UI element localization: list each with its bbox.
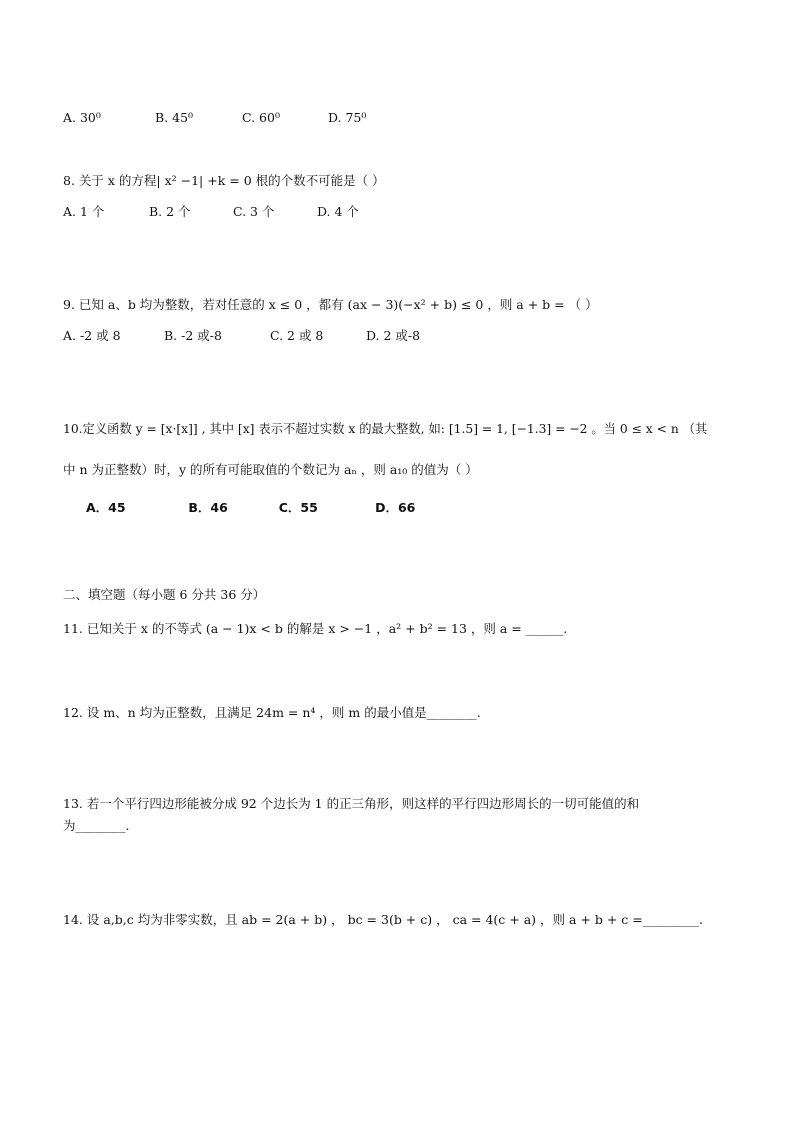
q7-option-a: A. 30⁰ bbox=[63, 110, 101, 125]
q10-stem-line2: 中 n 为正整数）时，y 的所有可能取值的个数记为 aₙ ，则 a₁₀ 的值为（ ） bbox=[63, 462, 478, 477]
q9-option-b: B. -2 或-8 bbox=[163, 328, 222, 343]
q8-option-c: C. 3 个 bbox=[232, 204, 275, 219]
q14: 14. 设 a,b,c 均为非零实数，且 ab = 2(a + b) ， bc = 3(b + c) ， ca = 4(c + a) ，则 a + b + c =_________. bbox=[63, 912, 703, 927]
q10-option-b: B．46 bbox=[188, 500, 228, 515]
q9-option-a: A. -2 或 8 bbox=[63, 328, 121, 343]
q10-options bbox=[86, 499, 415, 517]
q10-option-d: D．66 bbox=[375, 500, 416, 515]
q8-options bbox=[63, 203, 359, 221]
q8-stem: 8. 关于 x 的方程| x² −1| +k = 0 根的个数不可能是（ ） bbox=[63, 173, 385, 188]
q10-stem-line1: 10.定义函数 y = [x·[x]] , 其中 [x] 表示不超过实数 x 的最大整数, 如: [1.5] = 1, [−1.3] = −2 。当 0 ≤ x < n （其 bbox=[63, 422, 708, 436]
q7-option-c: C. 60⁰ bbox=[241, 110, 280, 125]
q7-option-b: B. 45⁰ bbox=[154, 110, 194, 125]
q13-line2: 为________. bbox=[63, 818, 130, 833]
q7-option-d: D. 75⁰ bbox=[327, 110, 367, 125]
q10-option-c: C．55 bbox=[278, 500, 318, 515]
q12: 12. 设 m、n 均为正整数，且满足 24m = n⁴ ，则 m 的最小值是________. bbox=[63, 705, 481, 720]
section-2-title: 二、填空题（每小题 6 分共 36 分） bbox=[63, 587, 266, 602]
q8-option-a: A. 1 个 bbox=[63, 204, 105, 219]
q8-option-b: B. 2 个 bbox=[148, 204, 191, 219]
q9-option-c: C. 2 或 8 bbox=[269, 328, 324, 343]
q13-line1: 13. 若一个平行四边形能被分成 92 个边长为 1 的正三角形，则这样的平行四边形周长的一切可能值的和 bbox=[63, 796, 640, 811]
q9-stem: 9. 已知 a、b 均为整数，若对任意的 x ≤ 0 ，都有 (ax − 3)(−x² + b) ≤ 0 ，则 a + b = （ ） bbox=[63, 297, 598, 312]
q9-option-d: D. 2 或-8 bbox=[365, 328, 421, 343]
q9-options bbox=[63, 327, 420, 345]
q11: 11. 已知关于 x 的不等式 (a − 1)x < b 的解是 x > −1 ，a² + b² = 13 ，则 a = ______. bbox=[63, 621, 568, 636]
q8-option-d: D. 4 个 bbox=[316, 204, 359, 219]
q7-options bbox=[63, 109, 366, 127]
q10-option-a: A．45 bbox=[86, 500, 126, 515]
